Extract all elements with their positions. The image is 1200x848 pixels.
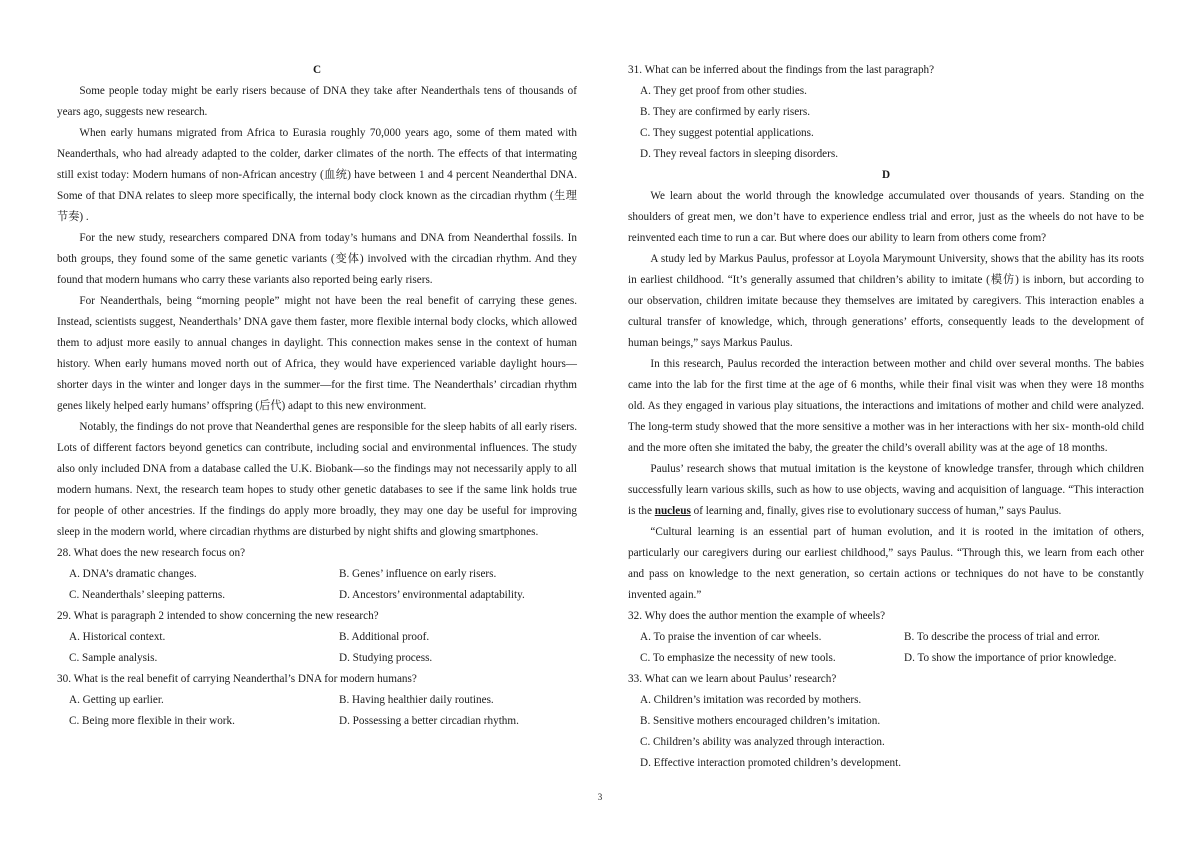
option-c: C. Children’s ability was analyzed through interaction. <box>640 736 885 748</box>
option-b: B. To describe the process of trial and error. <box>904 631 1100 643</box>
left-column <box>57 60 577 732</box>
paragraph-text: Paulus’ research shows that mutual imitation is the keystone of knowledge transfer, through which children successfully learn various skills, such as how to use objects, waving and acquisition of language. “This interaction is the <box>628 463 1144 517</box>
option-b: B. Additional proof. <box>339 631 430 643</box>
option-d: D. They reveal factors in sleeping disorders. <box>640 148 838 160</box>
option-c: C. To emphasize the necessity of new tools. <box>640 652 836 664</box>
option-c: C. Sample analysis. <box>69 652 158 664</box>
section-d-paragraph-3: In this research, Paulus recorded the interaction between mother and child over several months. The babies came into the lab for the first time at the age of 6 months, while their final visit was when they were 18 months old. As they engaged in various play situations, the interactions and imitations of mother and child were analyzed. The long-term study showed that the more sensitive a mother was in her interactions with her six- month-old child and the more often she imitated the baby, the greater the child’s overall ability was at the age of 18 months. <box>628 358 1144 454</box>
right-column <box>628 60 1144 774</box>
keyword-nucleus: nucleus <box>654 505 691 517</box>
option-b: B. Sensitive mothers encouraged children’s imitation. <box>640 715 881 727</box>
section-d-title: D <box>881 169 891 181</box>
option-c: C. They suggest potential applications. <box>640 127 814 139</box>
question-stem: 31. What can be inferred about the findings from the last paragraph? <box>628 64 935 76</box>
section-c-paragraph-3: For the new study, researchers compared DNA from today’s humans and DNA from Neanderthal fossils. In both groups, they found some of the same genetic variants (变体) involved with the circadian rhythm. And they found that modern humans who carry these variants also reported being early risers. <box>57 232 577 286</box>
question-stem: 33. What can we learn about Paulus’ research? <box>628 673 837 685</box>
section-d-paragraph-5: “Cultural learning is an essential part of human evolution, and it is rooted in the imitation of others, particularly our caregivers during our earliest childhood,” says Paulus. “Through this, we learn from each other and pass on knowledge to the next generation, so certain actions or techniques do not have to be constantly invented again.” <box>628 526 1144 601</box>
question-32 <box>628 606 1144 669</box>
question-33 <box>628 669 1144 774</box>
question-30 <box>57 669 577 732</box>
section-d-paragraph-1: We learn about the world through the knowledge accumulated over thousands of years. Standing on the shoulders of great men, we don’t have to experience endless trial and error, just as the wheels do not have to be reinvented each time to run a car. But where does our ability to learn from others come from? <box>628 190 1144 244</box>
option-d: D. Effective interaction promoted children’s development. <box>640 757 902 769</box>
answer-options <box>628 627 1144 669</box>
question-stem: 29. What is paragraph 2 intended to show concerning the new research? <box>57 610 379 622</box>
section-d-paragraph-2: A study led by Markus Paulus, professor at Loyola Marymount University, shows that the ability has its roots in earliest childhood. “It’s generally assumed that children’s ability to imitate (模仿) is inborn, but according to our observation, children imitate because they themselves are imitated by caregivers. This interaction enables a cultural transfer of knowledge, which, through generations’ efforts, consequently leads to the development of human beings,” says Markus Paulus. <box>628 253 1144 349</box>
option-a: A. Historical context. <box>69 631 166 643</box>
answer-options <box>57 690 577 732</box>
option-b: B. Having healthier daily routines. <box>339 694 494 706</box>
question-stem: 28. What does the new research focus on? <box>57 547 246 559</box>
section-d-paragraph-4 <box>628 459 1144 522</box>
question-stem: 32. Why does the author mention the example of wheels? <box>628 610 886 622</box>
option-a: A. Getting up earlier. <box>69 694 164 706</box>
option-a: A. To praise the invention of car wheels. <box>640 631 822 643</box>
option-b: B. They are confirmed by early risers. <box>640 106 811 118</box>
option-b: B. Genes’ influence on early risers. <box>339 568 497 580</box>
page-number: 3 <box>597 792 603 802</box>
section-c-paragraph-4: For Neanderthals, being “morning people” might not have been the real benefit of carrying these genes. Instead, scientists suggest, Neanderthals’ DNA gave them faster, more flexible internal body clocks, which allowed them to adjust more easily to annual changes in daylight. This connection makes sense in the context of human history. When early humans moved north out of Africa, they would have experienced variable daylight hours—shorter days in the winter and longer days in the summer—for the first time. The Neanderthals’ circadian rhythm genes likely helped early humans’ offspring (后代) adapt to this new environment. <box>57 295 577 412</box>
option-d: D. Studying process. <box>339 652 433 664</box>
question-28 <box>57 543 577 606</box>
question-stem: 30. What is the real benefit of carrying Neanderthal’s DNA for modern humans? <box>57 673 417 685</box>
option-a: A. They get proof from other studies. <box>640 85 807 97</box>
option-a: A. Children’s imitation was recorded by mothers. <box>640 694 862 706</box>
section-c-paragraph-5: Notably, the findings do not prove that Neanderthal genes are responsible for the sleep habits of all early risers. Lots of different factors beyond genetics can contribute, including social and environmental influences. The study also only included DNA from a database called the U.K. Biobank—so the findings may not necessarily apply to all modern humans. Next, the research team hopes to study other genetic databases to see if the same link holds true for people of other ancestries. If the findings do apply more broadly, they may one day be useful for improving sleep in the modern world, where circadian rhythms are disturbed by night shifts and glowing smartphones. <box>57 421 577 538</box>
paragraph-text: of learning and, finally, gives rise to evolutionary success of human,” says Paulus. <box>690 505 1062 517</box>
answer-options <box>628 690 1144 774</box>
question-31 <box>628 60 1144 165</box>
section-c-title: C <box>312 64 322 76</box>
answer-options <box>57 627 577 669</box>
section-c-paragraph-2: When early humans migrated from Africa to Eurasia roughly 70,000 years ago, some of them mated with Neanderthals, who had already adapted to the colder, darker climates of the north. The effects of that intermating still exist today: Modern humans of non-African ancestry (血统) have between 1 and 4 percent Neanderthal DNA. Some of that DNA relates to sleep more specifically, the internal body clock known as the circadian rhythm (生理节奏) . <box>57 127 577 223</box>
question-29 <box>57 606 577 669</box>
section-c-paragraph-1: Some people today might be early risers because of DNA they take after Neanderthals tens of thousands of years ago, suggests new research. <box>57 85 577 118</box>
option-c: C. Neanderthals’ sleeping patterns. <box>69 589 226 601</box>
option-d: D. Ancestors’ environmental adaptability. <box>339 589 525 601</box>
option-c: C. Being more flexible in their work. <box>69 715 235 727</box>
option-d: D. To show the importance of prior knowledge. <box>904 652 1117 664</box>
answer-options <box>628 81 1144 165</box>
option-a: A. DNA’s dramatic changes. <box>69 568 197 580</box>
answer-options <box>57 564 577 606</box>
option-d: D. Possessing a better circadian rhythm. <box>339 715 519 727</box>
